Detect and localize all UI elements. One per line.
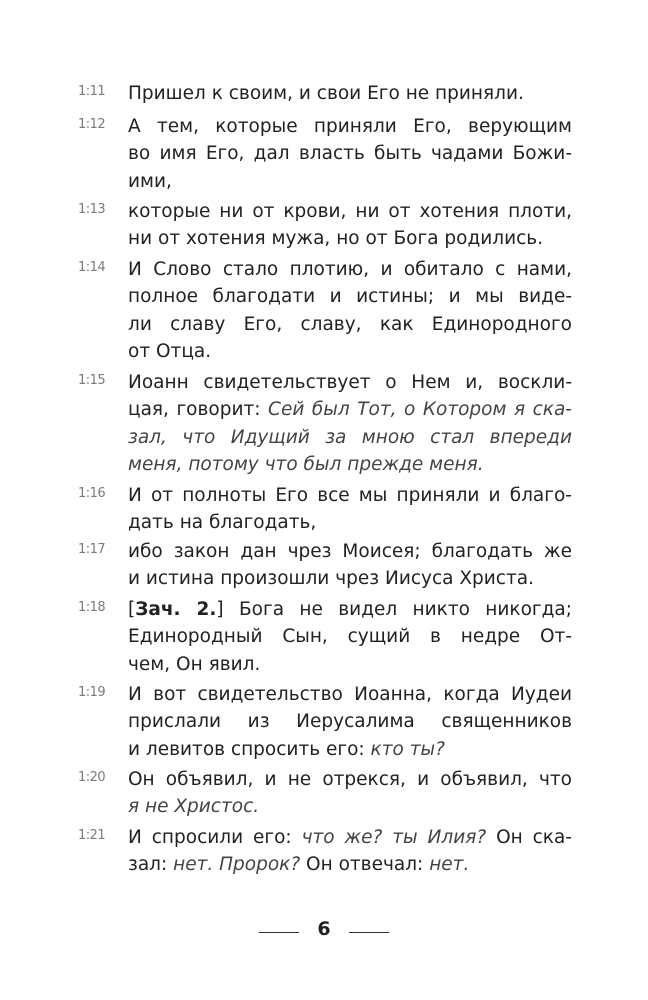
quote-italic: кто ты? — [370, 738, 445, 760]
quote-italic: зал, что Идущий за мною стал впереди — [128, 426, 572, 448]
text-segment: Бога не видел никто никогда; — [223, 599, 572, 620]
verse-text — [128, 482, 572, 537]
text-line: от Отца. — [128, 340, 212, 362]
verse-text — [128, 538, 572, 593]
verse-number: 1:14 — [78, 260, 106, 275]
page-number: 6 — [317, 918, 331, 940]
verse-1-12 — [78, 113, 578, 195]
text-line: полное благодати и истины; и мы виде- — [128, 286, 572, 308]
text-line — [128, 596, 572, 623]
verse-text — [128, 80, 572, 107]
text-line: во имя Его, дал власть быть чадами Божи- — [128, 143, 572, 165]
verse-number: 1:19 — [78, 685, 106, 700]
verse-text — [128, 369, 572, 478]
verse-1-14 — [78, 256, 578, 365]
text-line: Пришел к своим, и свои Его не приняли. — [128, 83, 524, 104]
text-line: чем, Он явил. — [128, 653, 261, 675]
text-line: Он объявил, и не отрекся, и объявил, что — [128, 769, 572, 790]
verse-1-15 — [78, 369, 578, 478]
text-segment: и левитов спросить его: — [128, 738, 371, 760]
verse-1-17 — [78, 538, 578, 593]
quote-italic: что же? ты Илия? — [301, 827, 487, 848]
verse-number: 1:21 — [78, 828, 106, 843]
text-line — [128, 396, 572, 423]
text-line: ими, — [128, 170, 172, 192]
verse-text — [128, 596, 572, 678]
verse-number: 1:11 — [78, 84, 106, 99]
verse-number: 1:20 — [78, 770, 106, 785]
verse-1-11 — [78, 80, 578, 107]
verse-number: 1:17 — [78, 542, 106, 557]
text-line — [128, 851, 572, 878]
verse-number: 1:12 — [78, 117, 106, 132]
verse-number: 1:15 — [78, 373, 106, 388]
verse-number: 1:18 — [78, 600, 106, 615]
text-line: И вот свидетельство Иоанна, когда Иудеи — [128, 684, 572, 705]
verse-1-18 — [78, 596, 578, 678]
verse-1-16 — [78, 482, 578, 537]
quote-italic: нет. Пророк? — [173, 854, 301, 876]
verse-text — [128, 681, 572, 763]
text-segment: зал: — [128, 854, 174, 876]
verse-1-13 — [78, 198, 578, 253]
zachalo-label: Зач. 2. — [135, 599, 217, 620]
verse-text — [128, 198, 572, 253]
verse-text — [128, 824, 572, 879]
verse-1-21 — [78, 824, 578, 879]
text-line: ибо закон дан чрез Моисея; благодать же — [128, 541, 572, 562]
text-line: и истина произошли чрез Иисуса Христа. — [128, 568, 534, 590]
bracket-close: ] — [216, 599, 224, 620]
verse-1-19 — [78, 681, 578, 763]
bracket-open: [ — [128, 599, 136, 620]
text-line: И Слово стало плотию, и обитало с нами, — [128, 259, 572, 280]
text-line: Единородный Сын, сущий в недре От- — [128, 626, 572, 648]
text-line — [128, 736, 572, 763]
text-line: прислали из Иерусалима священников — [128, 711, 572, 733]
text-line: ни от хотения мужа, но от Бога родились. — [128, 228, 544, 250]
verse-text — [128, 766, 572, 821]
text-line: А тем, которые приняли Его, верующим — [128, 116, 572, 137]
quote-italic: я не Христос. — [128, 796, 260, 818]
quote-italic: нет. — [429, 854, 470, 876]
text-segment: И спросили его: — [128, 827, 302, 848]
text-segment: Он ска- — [486, 827, 572, 848]
quote-italic: Сей был Тот, о Котором я ска- — [268, 399, 572, 421]
verse-text — [128, 256, 572, 365]
footer-rule-left — [259, 932, 299, 933]
text-line: И от полноты Его все мы приняли и благо- — [128, 485, 572, 506]
text-line — [128, 824, 572, 851]
text-line: дать на благодать, — [128, 512, 317, 534]
verse-text — [128, 113, 572, 195]
text-line: ли славу Его, славу, как Единородного — [128, 313, 572, 335]
text-segment: Он отвечал: — [300, 854, 430, 876]
text-segment: цая, говорит: — [128, 399, 269, 421]
footer-rule-right — [349, 932, 389, 933]
verse-number: 1:13 — [78, 202, 106, 217]
quote-italic: меня, потому что был прежде меня. — [128, 453, 484, 475]
page-footer — [0, 918, 648, 948]
verse-1-20 — [78, 766, 578, 821]
text-line: которые ни от крови, ни от хотения плоти, — [128, 201, 572, 222]
verse-number: 1:16 — [78, 486, 106, 501]
text-line: Иоанн свидетельствует о Нем и, воскли- — [128, 372, 572, 393]
